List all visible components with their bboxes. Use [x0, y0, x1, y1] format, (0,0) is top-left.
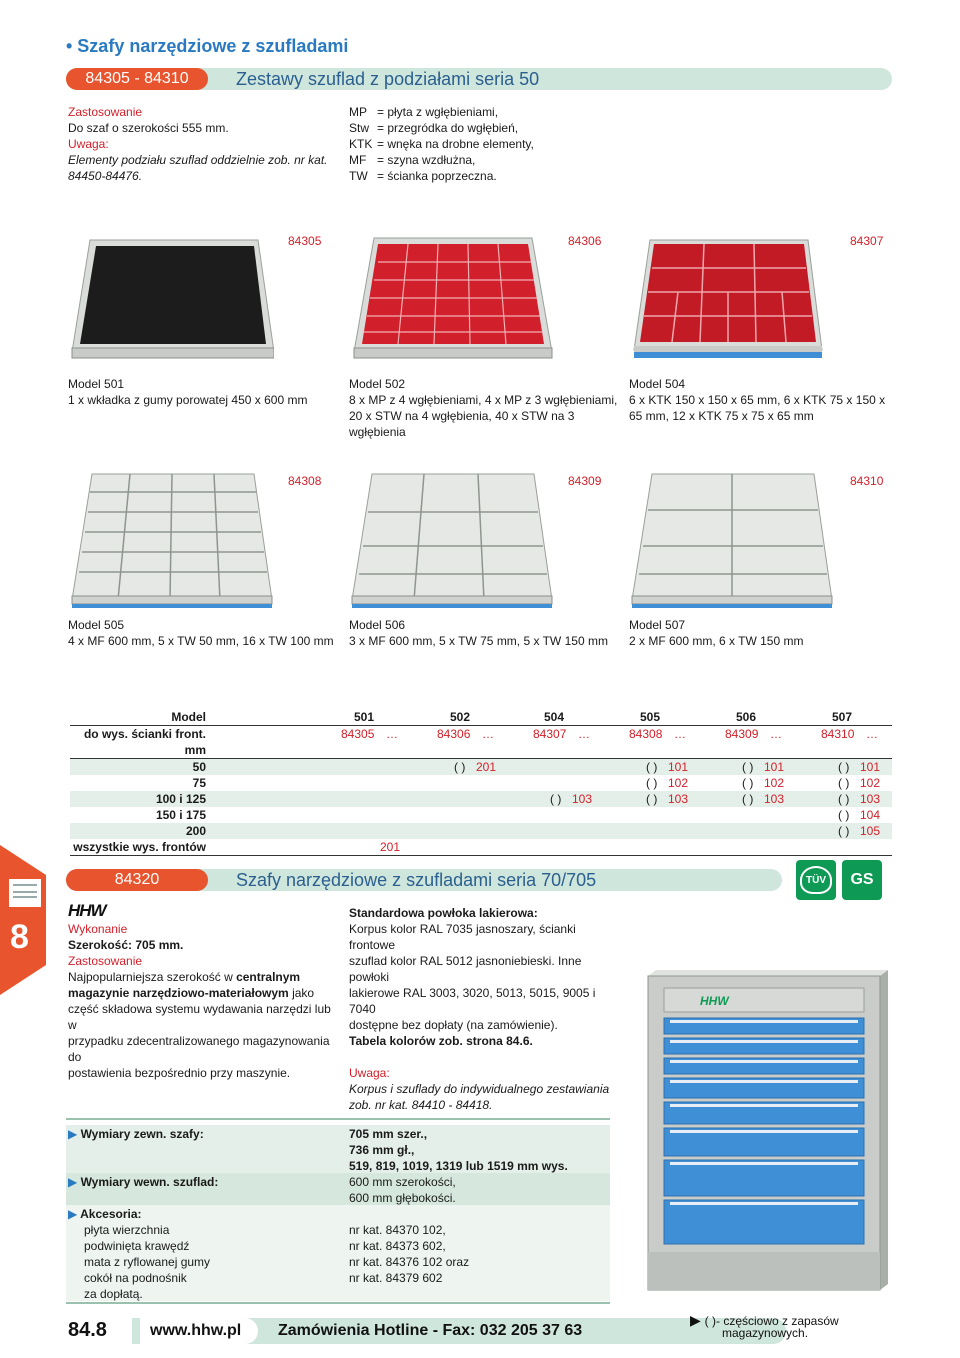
product-code: 84308 — [288, 474, 322, 488]
table-label: 50 — [192, 760, 206, 774]
legend-value: = płyta z wgłębieniami, — [377, 105, 499, 119]
accessory-name: cokół na podnośnik — [84, 1271, 187, 1285]
table-model: 505 — [640, 710, 661, 724]
arrow-right-icon: ▶ — [68, 1175, 81, 1189]
legend-value: = wnęka na drobne elementy, — [377, 137, 534, 151]
product-description — [349, 376, 619, 440]
product-description — [68, 617, 338, 649]
accessory-nr: nr kat. 84376 102 oraz — [349, 1255, 470, 1269]
table-label: wszystkie wys. frontów — [73, 840, 206, 854]
table-paren: ( ) — [742, 792, 754, 806]
table-model: 501 — [354, 710, 375, 724]
spec-value: 736 mm gł., — [349, 1143, 415, 1157]
model-desc: 3 x MF 600 mm, 5 x TW 75 mm, 5 x TW 150 mm — [349, 634, 608, 648]
accessory-name: podwinięta krawędź — [84, 1239, 190, 1253]
arrow-right-icon: ▶ — [690, 1312, 705, 1328]
table-row — [70, 791, 892, 807]
table-row — [70, 775, 892, 791]
table-cell: 101 — [764, 760, 785, 774]
table-paren: ( ) — [646, 760, 658, 774]
table-ellipsis: … — [578, 727, 590, 741]
table-paren: ( ) — [646, 792, 658, 806]
hotline-text: Zamówienia Hotline - Fax: 032 205 37 63 — [278, 1322, 583, 1339]
drawer-image-divided-505 — [68, 470, 274, 610]
table-paren: ( ) — [838, 760, 850, 774]
model-desc: 2 x MF 600 mm, 6 x TW 150 mm — [629, 634, 804, 648]
table-cell: 102 — [764, 776, 785, 790]
table-model: 504 — [544, 710, 565, 724]
product-code: 84306 — [568, 234, 602, 248]
table-code: 84309 — [725, 727, 759, 741]
uwaga-label: Uwaga: — [349, 1066, 390, 1080]
drawer-image-divided-507 — [628, 470, 834, 610]
legend-key: Stw — [349, 121, 370, 135]
spec-label: ▶ Wymiary zewn. szafy: — [68, 1127, 204, 1141]
table-model: 507 — [832, 710, 853, 724]
arrow-right-icon: ▶ — [68, 1127, 81, 1141]
svg-text:HHW: HHW — [700, 994, 729, 1008]
table-code: 84306 — [437, 727, 471, 741]
table-row — [70, 759, 892, 775]
table-cell: 101 — [860, 760, 881, 774]
model-name: Model 504 — [629, 377, 686, 391]
desc-text: przypadku zdecentralizowanego magazynowania do — [68, 1034, 330, 1064]
desc-bold: magazynie narzędziowo-materiałowym — [68, 986, 289, 1000]
table-cell: 102 — [860, 776, 881, 790]
footer-note: ▶ ( )- częściowo z zapasów magazynowych. — [690, 1312, 839, 1340]
table-label: Model — [171, 710, 206, 724]
table-model: 506 — [736, 710, 757, 724]
model-desc: 20 x STW na 4 wgłębienia, 40 x STW na 3 wgłębienia — [349, 409, 575, 439]
table-model: 502 — [450, 710, 471, 724]
accessory-nr: nr kat. 84379 602 — [349, 1271, 443, 1285]
table-cell: 103 — [572, 792, 593, 806]
table-row — [70, 742, 892, 758]
section2-right-text — [349, 905, 619, 1113]
uwaga-text: 84450-84476. — [68, 169, 143, 183]
drawer-image-red-plates — [348, 232, 554, 360]
arrow-right-icon: ▶ — [68, 1207, 81, 1221]
model-name: Model 502 — [349, 377, 406, 391]
legend-value: = przegródka do wgłębień, — [377, 121, 519, 135]
spec-bottom-rule — [66, 1302, 610, 1304]
table-paren: ( ) — [838, 776, 850, 790]
table-rule — [70, 855, 892, 856]
table-paren: ( ) — [838, 824, 850, 838]
accessory-name: płyta wierzchnia — [84, 1223, 170, 1237]
product-code: 84307 — [850, 234, 884, 248]
spec-value: 600 mm szerokości, — [349, 1175, 456, 1189]
desc-text: jako — [288, 986, 315, 1000]
spec-value: 519, 819, 1019, 1319 lub 1519 mm wys. — [349, 1159, 568, 1173]
zastosowanie-label: Zastosowanie — [68, 105, 143, 119]
page-number: 84.8 — [68, 1319, 107, 1341]
table-label: 200 — [185, 824, 206, 838]
table-paren: ( ) — [742, 776, 754, 790]
table-label: 75 — [192, 776, 206, 790]
powloka-text: dostępne bez dopłaty (na zamówienie). — [349, 1018, 558, 1032]
table-ellipsis: … — [386, 727, 398, 741]
table-ellipsis: … — [482, 727, 494, 741]
legend-key: KTK — [349, 137, 373, 151]
product-description — [629, 617, 891, 649]
powloka-text: lakierowe RAL 3003, 3020, 5013, 5015, 9005 i 7040 — [349, 986, 596, 1016]
table-cell: 101 — [668, 760, 689, 774]
product-description — [349, 617, 619, 649]
page-title: • Szafy narzędziowe z szufladami — [66, 36, 349, 56]
zastosowanie-text: Do szaf o szerokości 555 mm. — [68, 121, 229, 135]
model-desc: 6 x KTK 150 x 150 x 65 mm, 6 x KTK 75 x 150 x — [629, 393, 886, 407]
tuv-icon: TÜV — [800, 866, 832, 894]
table-paren: ( ) — [550, 792, 562, 806]
product-code: 84309 — [568, 474, 602, 488]
section2-left-text — [68, 921, 338, 1081]
table-cell: 104 — [860, 808, 881, 822]
section-title: Szafy narzędziowe z szufladami seria 70/705 — [236, 870, 597, 890]
product-code: 84310 — [850, 474, 884, 488]
cabinet-image — [640, 966, 896, 1296]
table-code: 84310 — [821, 727, 855, 741]
table-cell: 103 — [668, 792, 689, 806]
catalog-icon — [8, 878, 42, 908]
table-paren: ( ) — [838, 792, 850, 806]
table-label: do wys. ścianki front. — [83, 727, 206, 741]
table-paren: ( ) — [646, 776, 658, 790]
legend-value: = szyna wzdłużna, — [377, 153, 476, 167]
szerokosc: Szerokość: 705 mm. — [68, 938, 184, 952]
table-cell: 105 — [860, 824, 881, 838]
table-label: 100 i 125 — [155, 792, 206, 806]
drawer-image-rubber-mat — [68, 232, 274, 360]
table-cell: 103 — [860, 792, 881, 806]
spec-label: ▶ Akcesoria: — [68, 1207, 142, 1221]
hhw-logo: HHW — [68, 901, 106, 920]
code-range-badge: 84305 - 84310 — [66, 68, 208, 90]
uwaga-text: Elementy podziału szuflad oddzielnie zob. nr kat. — [68, 153, 328, 167]
legend-key: TW — [349, 169, 368, 183]
model-desc: 8 x MP z 4 wgłębieniami, 4 x MP z 3 wgłębieniami, — [349, 393, 618, 407]
uwaga-label: Uwaga: — [68, 137, 109, 151]
chapter-number: 8 — [10, 918, 29, 956]
website-link[interactable]: www.hhw.pl — [150, 1322, 242, 1339]
desc-bold: centralnym — [236, 970, 301, 984]
table-label: 150 i 175 — [155, 808, 206, 822]
spec-value: 705 mm szer., — [349, 1127, 428, 1141]
uwaga-text: zob. nr kat. 84410 - 84418. — [349, 1098, 493, 1112]
accessory-name: mata z ryflowanej gumy — [84, 1255, 211, 1269]
table-paren: ( ) — [742, 760, 754, 774]
legend — [349, 104, 589, 184]
spec-values — [349, 1126, 609, 1286]
table-ellipsis: … — [866, 727, 878, 741]
tuv-badge — [796, 860, 836, 900]
product-description — [68, 376, 338, 408]
product-description — [629, 376, 891, 424]
spec-label: ▶ Wymiary wewn. szuflad: — [68, 1175, 219, 1189]
table-ellipsis: … — [674, 727, 686, 741]
drawer-image-red-boxes — [628, 232, 826, 360]
accessory-name: za dopłatą. — [84, 1287, 143, 1301]
accessory-nr: nr kat. 84373 602, — [349, 1239, 446, 1253]
table-cell: 102 — [668, 776, 689, 790]
table-paren: ( ) — [454, 760, 466, 774]
table-header-row — [70, 709, 892, 725]
table-cell: 103 — [764, 792, 785, 806]
legend-key: MF — [349, 153, 367, 167]
table-row — [70, 807, 892, 823]
zastosowanie-label: Zastosowanie — [68, 954, 143, 968]
table-ellipsis: … — [770, 727, 782, 741]
desc-text: Najpopularniejsza szerokość w — [68, 970, 237, 984]
model-name: Model 506 — [349, 618, 406, 632]
model-name: Model 507 — [629, 618, 686, 632]
table-paren: ( ) — [838, 808, 850, 822]
table-cell: 201 — [476, 760, 497, 774]
table-cell: 201 — [380, 840, 401, 854]
spec-labels — [68, 1126, 328, 1302]
model-name: Model 505 — [68, 618, 125, 632]
powloka-text: szuflad kolor RAL 5012 jasnoniebieski. Inne powłoki — [349, 954, 582, 984]
table-code: 84307 — [533, 727, 567, 741]
spec-value: 600 mm głębokości. — [349, 1191, 456, 1205]
wykonanie-label: Wykonanie — [68, 922, 128, 936]
legend-key: MP — [349, 105, 367, 119]
table-code: 84305 — [341, 727, 375, 741]
powloka-text: Korpus kolor RAL 7035 jasnoszary, ścianki frontowe — [349, 922, 576, 952]
product-code: 84305 — [288, 234, 322, 248]
section-title: Zestawy szuflad z podziałami seria 50 — [236, 69, 540, 89]
desc-text: część składowa systemu wydawania narzędzi lub w — [68, 1002, 331, 1032]
model-table — [70, 709, 892, 857]
table-label: mm — [184, 743, 206, 757]
table-row — [70, 726, 892, 742]
gs-badge: GS — [842, 860, 882, 900]
table-row — [70, 839, 892, 855]
table-row — [70, 823, 892, 839]
powloka-label: Standardowa powłoka lakierowa: — [349, 906, 538, 920]
tabela-link: Tabela kolorów zob. strona 84.6. — [349, 1034, 533, 1048]
legend-value: = ścianka poprzeczna. — [377, 169, 497, 183]
model-desc: 65 mm, 12 x KTK 75 x 75 x 65 mm — [629, 409, 814, 423]
desc-text: postawienia bezpośrednio przy maszynie. — [68, 1066, 291, 1080]
code-badge: 84320 — [66, 869, 208, 891]
accessory-nr: nr kat. 84370 102, — [349, 1223, 446, 1237]
intro-block — [68, 104, 328, 184]
uwaga-text: Korpus i szuflady do indywidualnego zestawiania — [349, 1082, 610, 1096]
table-code: 84308 — [629, 727, 663, 741]
model-name: Model 501 — [68, 377, 125, 391]
model-desc: 4 x MF 600 mm, 5 x TW 50 mm, 16 x TW 100 mm — [68, 634, 334, 648]
drawer-image-divided-506 — [348, 470, 554, 610]
spec-top-rule — [66, 1118, 610, 1120]
model-desc: 1 x wkładka z gumy porowatej 450 x 600 mm — [68, 393, 308, 407]
